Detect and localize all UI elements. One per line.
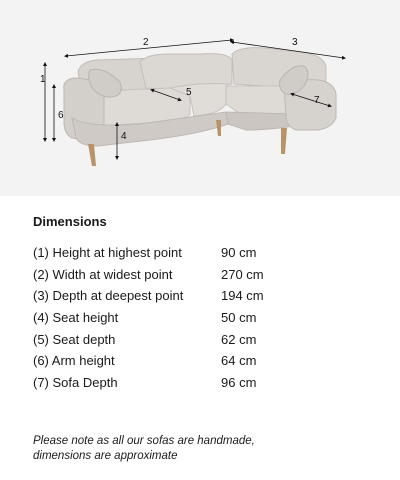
dimension-label: (6) Arm height <box>33 353 115 369</box>
dimension-value: 96 cm <box>221 375 257 391</box>
dimension-row-arm-height <box>33 352 383 374</box>
dimension-number-7: 7 <box>314 95 320 106</box>
dimension-value: 62 cm <box>221 331 257 347</box>
dimension-row-sofa-depth <box>33 374 383 396</box>
dimension-label: (1) Height at highest point <box>33 245 182 260</box>
product-image <box>0 0 400 196</box>
dimension-label: (4) Seat height <box>33 310 119 326</box>
dimension-row-width <box>33 266 383 288</box>
handmade-note <box>33 434 373 464</box>
dimension-number-4: 4 <box>121 131 127 142</box>
dimension-row-height <box>33 244 383 266</box>
dimension-value: 50 cm <box>221 310 257 326</box>
dimension-number-2: 2 <box>143 37 149 48</box>
dimension-label: (3) Depth at deepest point <box>33 288 184 304</box>
dimension-row-depth <box>33 287 383 309</box>
dimension-number-3: 3 <box>292 37 298 48</box>
dimension-number-1: 1 <box>40 74 46 85</box>
dimension-number-6: 6 <box>58 110 64 121</box>
dimension-label: (2) Width at widest point <box>33 266 173 282</box>
note-line-1: Please note as all our sofas are handmade, <box>33 435 255 447</box>
dimensions-heading: Dimensions <box>33 214 107 229</box>
dimension-label: (5) Seat depth <box>33 331 116 347</box>
dimension-row-seat-depth <box>33 331 383 353</box>
sofa-illustration <box>0 0 400 196</box>
note-line-2: dimensions are approximate <box>33 450 178 462</box>
dimension-label: (7) Sofa Depth <box>33 375 118 391</box>
dimension-value: 64 cm <box>221 353 257 369</box>
dimension-row-seat-height <box>33 309 383 331</box>
dimension-number-5: 5 <box>186 87 192 98</box>
sofa-body <box>64 48 336 146</box>
dimensions-table <box>33 244 383 396</box>
dimension-value: 90 cm <box>221 245 257 260</box>
dimension-value: 270 cm <box>221 266 264 282</box>
dimension-value: 194 cm <box>221 288 264 304</box>
